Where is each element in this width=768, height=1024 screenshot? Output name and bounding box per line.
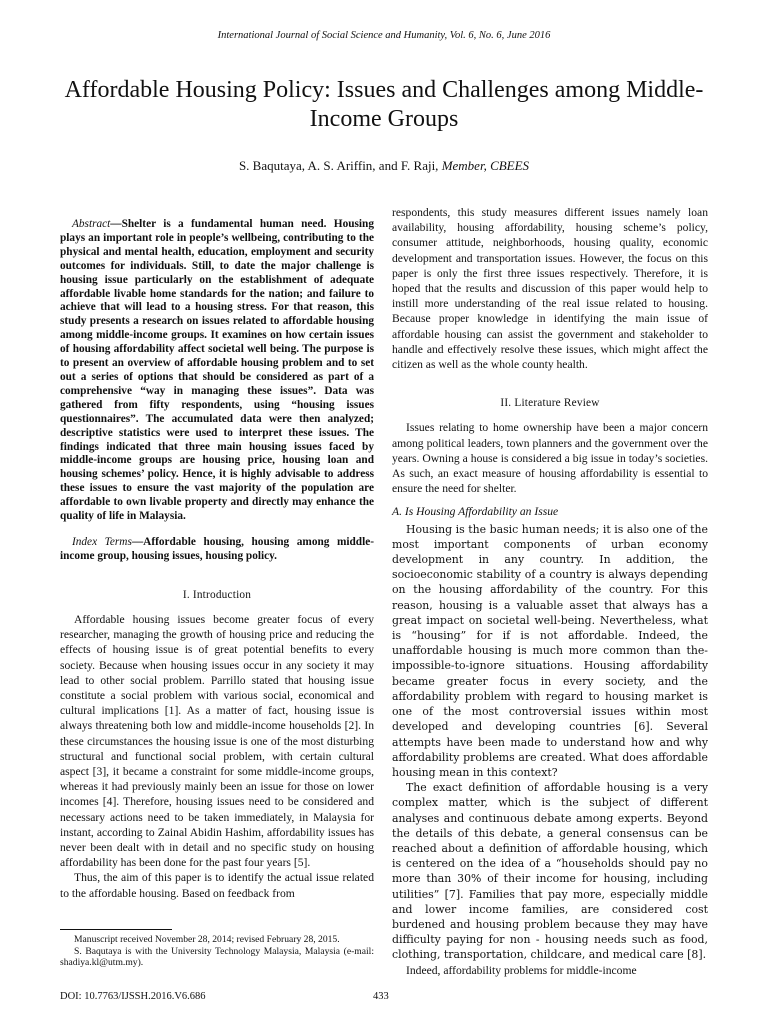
abstract-body: —Shelter is a fundamental human need. Housing plays an important role in people’s wellbeing, contributing to the physical and mental health, education, employment and security outcomes for individuals. Still, to date the major challenge is housing issue particularly on the establishment of adequate affordable livable home standards for the nation; and failure to achieve that will lead to a housing stress. For that reason, this study presents a research on issues related to affordable housing among middle-income groups. It examines on how certain issues of housing affordability affect societal well being. The purpose is to present an overview of affordable housing problem and to set out a series of options that should be considered as part of a comprehensive “way in managing these issues”. Data was gathered from fifty respondents, using “housing issues questionnaires”. The accumulated data were then analyzed; descriptive statistics were used to interpret these issues. The findings indicated that three main housing issues faced by middle-income groups are housing price, housing loan and housing schemes’ policy. Hence, it is highly advisable to address these issues to ensure the vast majority of the population are affordable to own livable property and directly may enhance the quality of life in Malaysia. <box>60 218 374 523</box>
journal-header: International Journal of Social Science and Humanity, Vol. 6, No. 6, June 2016 <box>217 30 551 41</box>
lit-paragraph-3: The exact definition of affordable housing is a very complex matter, which is the subject of different analyses and continuous debate among experts. Beyond the details of this debate, a general consensus can be reached about a definition of affordable housing, which is centered on the idea of a “households should pay no more than 30% of their income for housing, including utilities” [7]. Families that pay more, especially middle and lower income families, are considered cost burdened and housing problem because they may have difficulty paying for non - housing needs such as food, clothing, transportation, childcare, and medical care [8]. <box>392 781 708 962</box>
index-terms-lead: Index Terms <box>72 535 132 548</box>
intro-paragraph-3: respondents, this study measures different issues namely loan availability, housing affordability, housing scheme’s policy, consumer attitude, neighborhoods, housing quality, economic development and transportation issues. However, the focus on this paper is only the first three issues respectively. Therefore, it is hoped that the results and discussion of this paper would help to instill more understanding of the real issue related to housing. Because proper knowledge in identifying the main issue of affordable housing can assist the government and stakeholder to handle and effectively resolve these issues, which might affect the citizen as well as the whole county health. <box>392 206 708 372</box>
left-column <box>60 218 374 901</box>
doi: DOI: 10.7763/IJSSH.2016.V6.686 <box>60 991 206 1002</box>
author-membership: Member, CBEES <box>441 158 530 173</box>
authors <box>0 158 768 174</box>
lit-paragraph-4: Indeed, affordability problems for middle-income <box>406 963 637 977</box>
intro-paragraph-2: Thus, the aim of this paper is to identify the actual issue related to the affordable housing. Based on feedback from <box>60 871 374 900</box>
author-names: S. Baqutaya, A. S. Ariffin, and F. Raji, <box>238 158 439 173</box>
index-terms-body: —Affordable housing, housing among middle-income group, housing issues, housing policy. <box>60 535 374 562</box>
index-terms <box>60 536 374 564</box>
footnote-rule <box>60 929 172 930</box>
abstract-lead: Abstract <box>72 218 111 230</box>
footnote-manuscript: Manuscript received November 28, 2014; revised February 28, 2015. <box>74 934 340 945</box>
section-heading-introduction: I. Introduction <box>182 588 252 601</box>
lit-paragraph-2: Housing is the basic human needs; it is also one of the most important components of urban economy development in any country. In addition, the socioeconomic stability of a country is always depending on the housing affordability of the country. For this reason, housing is a valuable asset that always has a great impact on societal well-being. Nevertheless, what is “housing” for if is not affordable. Indeed, the unaffordable housing is much more common than the-impossible-to-ignore situations. Housing affordability became greater focus in every society, and the affordability problem with regard to housing market is one of the most controversial issues within most developed and developing countries [6]. Several attempts have been made to understand how and why affordability problems are created. What does affordable housing mean in this context? <box>392 522 708 779</box>
footnotes <box>60 934 374 969</box>
lit-paragraph-1: Issues relating to home ownership have been a major concern among political leaders, town planners and the government over the years. Owning a house is considered a big issue in today’s societies. As such, an exact measure of housing affordability is essential to ensure the need for shelter. <box>392 421 708 496</box>
section-heading-literature-review: II. Literature Review <box>500 397 600 410</box>
subsection-heading: A. Is Housing Affordability an Issue <box>392 505 559 519</box>
page-number: 433 <box>373 991 389 1002</box>
paper-title: Affordable Housing Policy: Issues and Challenges among Middle-Income Groups <box>64 77 704 132</box>
abstract <box>60 218 374 524</box>
right-column <box>392 205 708 978</box>
intro-paragraph-1: Affordable housing issues become greater focus of every researcher, managing the growth of housing price and reducing the effects of housing issue is of great potential benefits to every society. Because when housing issues occur in any society it may lead to other social problem. Parrillo stated that housing issue constitute a social problem with various social, economical and cultural implications [1]. As a matter of fact, housing issue is always threatening both low and middle-income households [2]. In these circumstances the housing issue is one of the most disturbing structural and functional social problem, with certain cultural aspect [3], it became a constraint for some middle-income groups, whereas it had previously mainly been an issue for those on lower incomes [4]. Therefore, housing issues need to be considered and necessary actions need to be taken immediately, in Malaysia for instant, according to Zainal Abidin Hashim, affordability issues has never been dealt with in detail and no specific study on housing affordability has been done for the past four years [5]. <box>60 612 374 870</box>
footnote-affiliation: S. Baqutaya is with the University Technology Malaysia, Malaysia (e-mail: shadiya.kl@utm.my). <box>60 945 374 969</box>
